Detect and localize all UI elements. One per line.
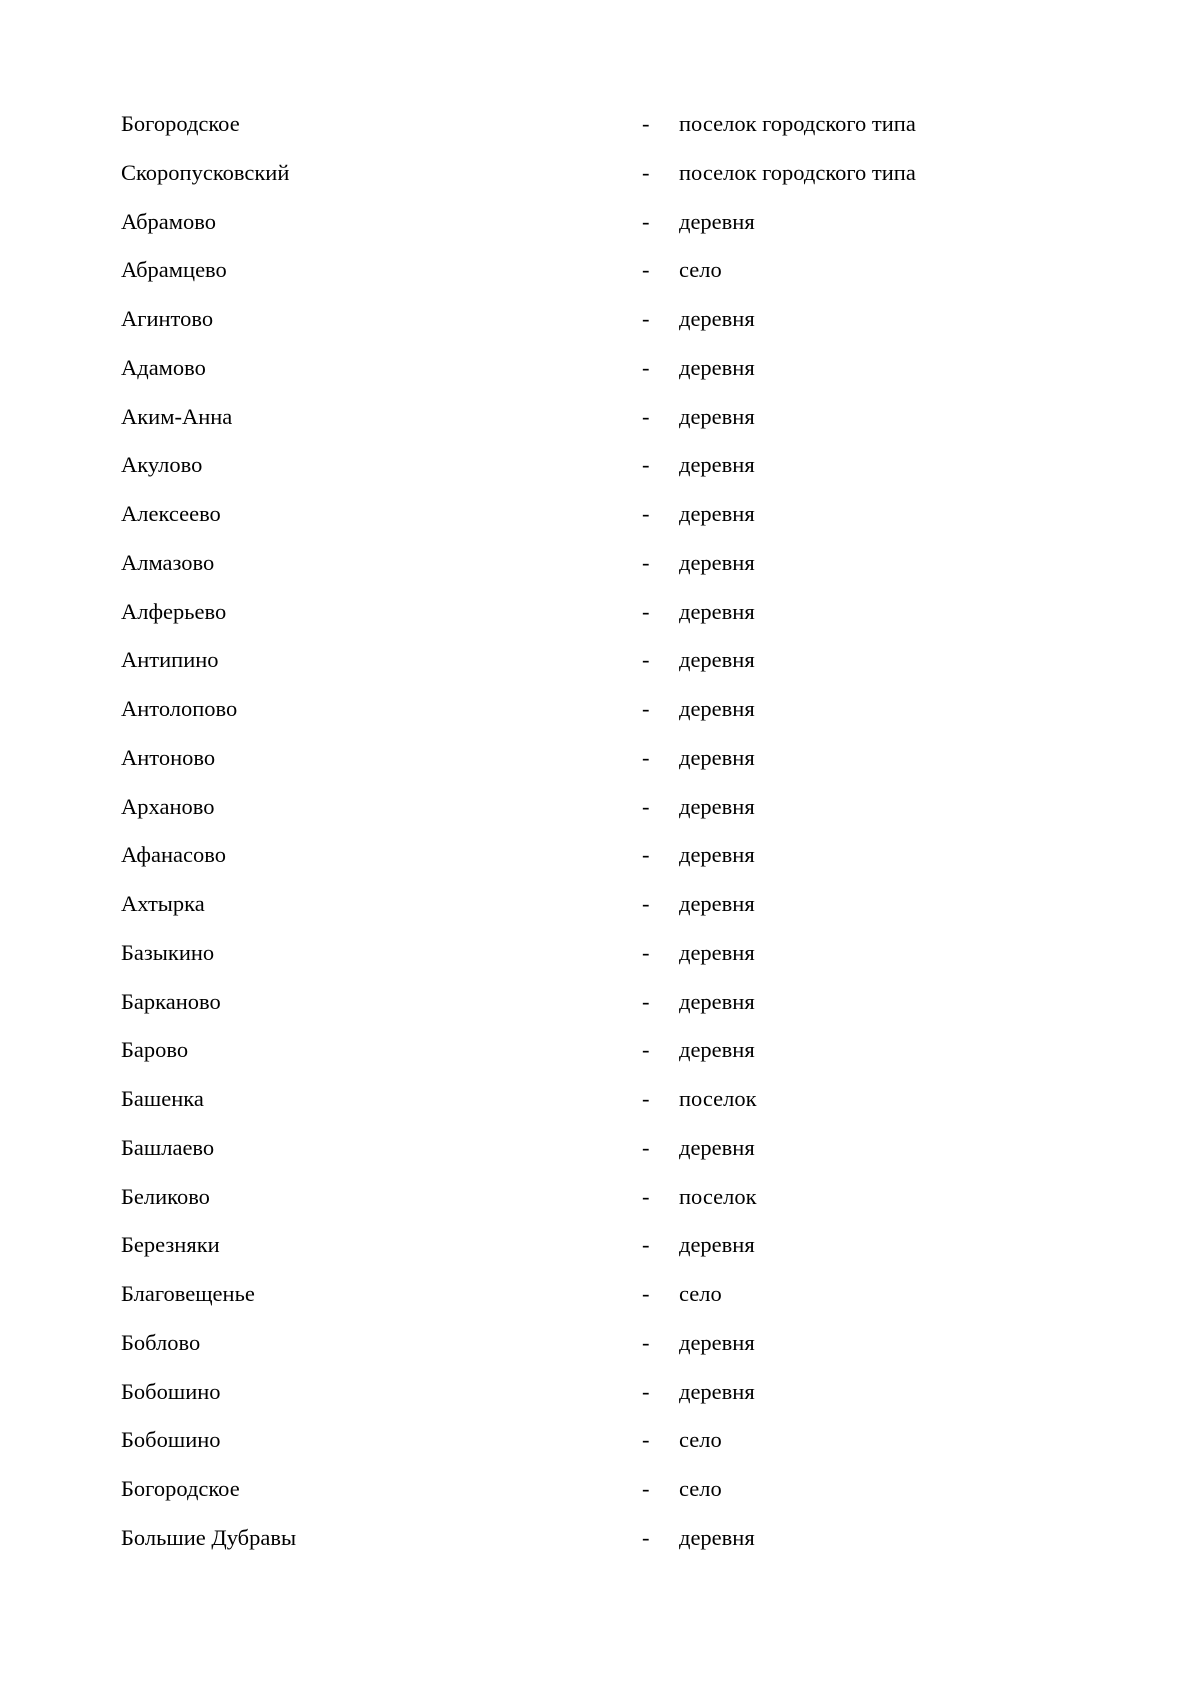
settlement-name: Абрамово	[121, 208, 216, 234]
list-item	[121, 159, 1081, 208]
settlement-type: село	[679, 257, 722, 283]
settlement-name: Антоново	[121, 744, 216, 770]
separator-dash: -	[642, 1232, 650, 1258]
list-item	[121, 305, 1081, 354]
settlement-type: деревня	[679, 306, 755, 331]
separator-dash: -	[642, 1134, 650, 1160]
separator-dash: -	[642, 354, 650, 380]
settlement-name: Барканово	[121, 988, 221, 1014]
settlement-name: Скоропусковский	[121, 159, 290, 185]
separator-dash: -	[642, 1524, 650, 1550]
settlement-name: Афанасово	[121, 842, 226, 868]
settlement-name: Богородское	[121, 111, 240, 136]
separator-dash: -	[642, 647, 650, 673]
separator-dash: -	[642, 111, 650, 136]
settlement-name: Бобошино	[121, 1427, 221, 1453]
separator-dash: -	[642, 549, 650, 575]
settlement-name: Бобошино	[121, 1378, 221, 1404]
separator-dash: -	[642, 452, 650, 478]
settlement-name: Арханово	[121, 793, 215, 819]
settlement-name: Башенка	[121, 1086, 204, 1111]
separator-dash: -	[642, 842, 650, 868]
settlement-name: Аким-Анна	[121, 403, 233, 429]
list-item	[121, 208, 1081, 257]
separator-dash: -	[642, 501, 650, 526]
list-item	[121, 695, 1081, 744]
settlement-name: Барово	[121, 1037, 189, 1063]
settlement-type: деревня	[679, 1232, 755, 1258]
separator-dash: -	[642, 1329, 650, 1355]
settlement-type: поселок городского типа	[679, 111, 916, 136]
settlement-name: Абрамцево	[121, 257, 227, 283]
list-item	[121, 451, 1081, 500]
settlement-name: Башлаево	[121, 1134, 215, 1160]
list-item	[121, 744, 1081, 793]
separator-dash: -	[642, 891, 650, 916]
settlement-type: деревня	[679, 598, 755, 624]
settlement-type: деревня	[679, 891, 755, 916]
list-item	[121, 1036, 1081, 1085]
separator-dash: -	[642, 744, 650, 770]
list-item	[121, 1085, 1081, 1134]
settlement-type: поселок	[679, 1086, 757, 1111]
list-item	[121, 890, 1081, 939]
list-item	[121, 110, 1081, 159]
list-item	[121, 403, 1081, 452]
list-item	[121, 1378, 1081, 1427]
settlement-type: деревня	[679, 354, 755, 380]
separator-dash: -	[642, 1378, 650, 1404]
settlement-type: деревня	[679, 1134, 755, 1160]
separator-dash: -	[642, 1086, 650, 1111]
settlement-type: село	[679, 1427, 722, 1453]
separator-dash: -	[642, 988, 650, 1014]
list-item	[121, 646, 1081, 695]
settlement-name: Антолопово	[121, 696, 238, 721]
list-item	[121, 500, 1081, 549]
separator-dash: -	[642, 306, 650, 331]
settlement-type: поселок городского типа	[679, 159, 916, 185]
settlement-type: деревня	[679, 696, 755, 721]
list-item	[121, 793, 1081, 842]
settlement-name: Агинтово	[121, 306, 214, 331]
settlement-type: село	[679, 1476, 722, 1501]
settlement-name: Большие Дубравы	[121, 1524, 297, 1550]
separator-dash: -	[642, 159, 650, 185]
settlement-name: Базыкино	[121, 939, 215, 965]
settlement-type: деревня	[679, 403, 755, 429]
settlement-type: деревня	[679, 988, 755, 1014]
list-item	[121, 841, 1081, 890]
settlement-type: деревня	[679, 452, 755, 478]
list-item	[121, 988, 1081, 1037]
separator-dash: -	[642, 696, 650, 721]
settlement-type: деревня	[679, 501, 755, 526]
list-item	[121, 598, 1081, 647]
settlement-name: Благовещенье	[121, 1281, 255, 1306]
separator-dash: -	[642, 598, 650, 624]
separator-dash: -	[642, 257, 650, 283]
separator-dash: -	[642, 1476, 650, 1501]
settlement-name: Акулово	[121, 452, 203, 478]
settlement-name: Адамово	[121, 354, 206, 380]
list-item	[121, 549, 1081, 598]
settlement-type: деревня	[679, 1037, 755, 1063]
settlement-name: Алферьево	[121, 598, 227, 624]
settlement-type: деревня	[679, 1524, 755, 1550]
settlement-type: деревня	[679, 647, 755, 673]
settlement-type: деревня	[679, 1378, 755, 1404]
separator-dash: -	[642, 1427, 650, 1453]
separator-dash: -	[642, 208, 650, 234]
settlement-type: поселок	[679, 1183, 757, 1209]
settlement-type: деревня	[679, 939, 755, 965]
settlement-type: село	[679, 1281, 722, 1306]
list-item	[121, 256, 1081, 305]
separator-dash: -	[642, 1037, 650, 1063]
separator-dash: -	[642, 793, 650, 819]
settlement-name: Антипино	[121, 647, 219, 673]
list-item	[121, 939, 1081, 988]
settlement-type: деревня	[679, 744, 755, 770]
list-item	[121, 1426, 1081, 1475]
list-item	[121, 1280, 1081, 1329]
separator-dash: -	[642, 1183, 650, 1209]
list-item	[121, 1329, 1081, 1378]
list-item	[121, 1475, 1081, 1524]
separator-dash: -	[642, 1281, 650, 1306]
list-item	[121, 1231, 1081, 1280]
settlement-name: Беликово	[121, 1183, 210, 1209]
settlement-name: Боблово	[121, 1329, 201, 1355]
settlement-name: Алмазово	[121, 549, 215, 575]
list-item	[121, 354, 1081, 403]
settlement-type: деревня	[679, 793, 755, 819]
settlement-type: деревня	[679, 842, 755, 868]
settlement-name: Богородское	[121, 1476, 240, 1501]
settlement-type: деревня	[679, 208, 755, 234]
settlement-type: деревня	[679, 549, 755, 575]
settlement-name: Березняки	[121, 1232, 220, 1258]
settlement-list	[121, 110, 1081, 1573]
separator-dash: -	[642, 939, 650, 965]
separator-dash: -	[642, 403, 650, 429]
list-item	[121, 1183, 1081, 1232]
settlement-type: деревня	[679, 1329, 755, 1355]
settlement-name: Ахтырка	[121, 891, 205, 916]
list-item	[121, 1134, 1081, 1183]
list-item	[121, 1524, 1081, 1573]
settlement-name: Алексеево	[121, 501, 221, 526]
